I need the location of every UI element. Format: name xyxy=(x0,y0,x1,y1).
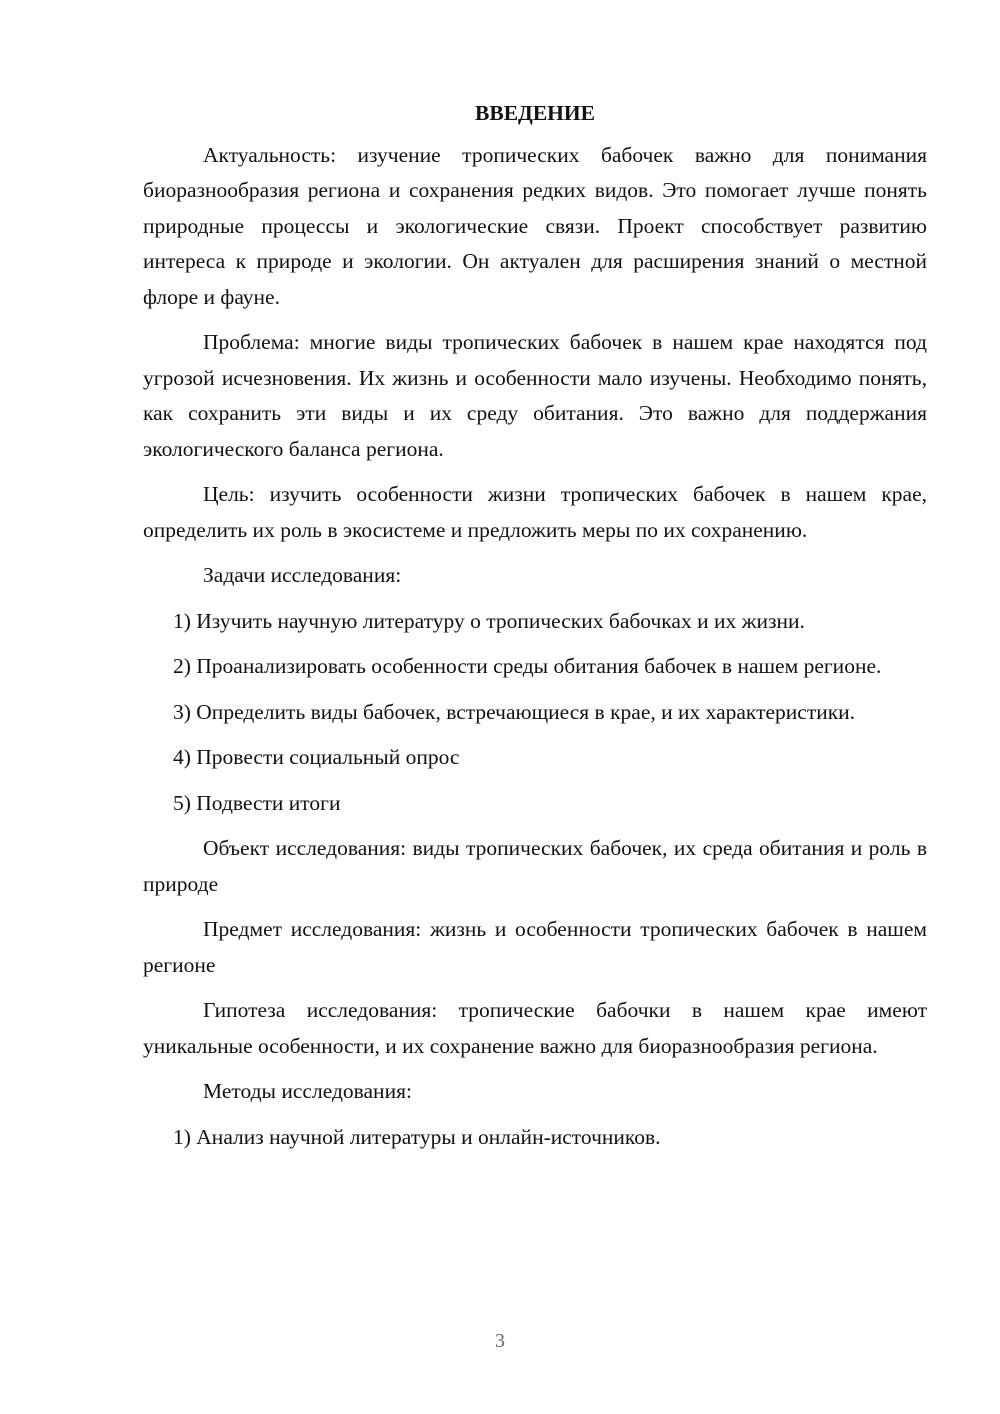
object-paragraph: Объект исследования: виды тропических бабочек, их среда обитания и роль в природе xyxy=(143,836,927,896)
task-item: 3) Определить виды бабочек, встречающиеся в крае, и их характеристики. xyxy=(173,699,856,724)
task-item: 5) Подвести итоги xyxy=(173,790,341,815)
section-heading: ВВЕДЕНИЕ xyxy=(475,101,595,125)
task-item: 4) Провести социальный опрос xyxy=(173,745,460,769)
task-item: 2) Проанализировать особенности среды обитания бабочек в нашем регионе. xyxy=(173,654,882,678)
method-item: 1) Анализ научной литературы и онлайн-источников. xyxy=(173,1124,661,1149)
subject-paragraph: Предмет исследования: жизнь и особенности тропических бабочек в нашем регионе xyxy=(143,917,927,977)
document-page xyxy=(143,96,927,1165)
goal-paragraph: Цель: изучить особенности жизни тропических бабочек в нашем крае, определить их роль в экосистеме и предложить меры по их сохранению. xyxy=(143,482,927,542)
relevance-paragraph: Актуальность: изучение тропических бабочек важно для понимания биоразнообразия региона и сохранения редких видов. Это помогает лучше понять природные процессы и экологические связи. Проект способствует развитию интереса к природе и экологии. Он актуален для расширения знаний о местной флоре и фауне. xyxy=(143,142,927,309)
task-item: 1) Изучить научную литературу о тропических бабочках и их жизни. xyxy=(173,608,805,633)
tasks-title: Задачи исследования: xyxy=(203,563,402,587)
page-number: 3 xyxy=(495,1330,505,1352)
problem-paragraph: Проблема: многие виды тропических бабочек в нашем крае находятся под угрозой исчезновения. Их жизнь и особенности мало изучены. Необходимо понять, как сохранить эти виды и их среду обитания. Это важно для поддержания экологического баланса региона. xyxy=(143,330,927,461)
hypothesis-paragraph: Гипотеза исследования: тропические бабочки в нашем крае имеют уникальные особенности, и их сохранение важно для биоразнообразия региона. xyxy=(143,998,927,1058)
methods-title: Методы исследования: xyxy=(203,1079,412,1103)
